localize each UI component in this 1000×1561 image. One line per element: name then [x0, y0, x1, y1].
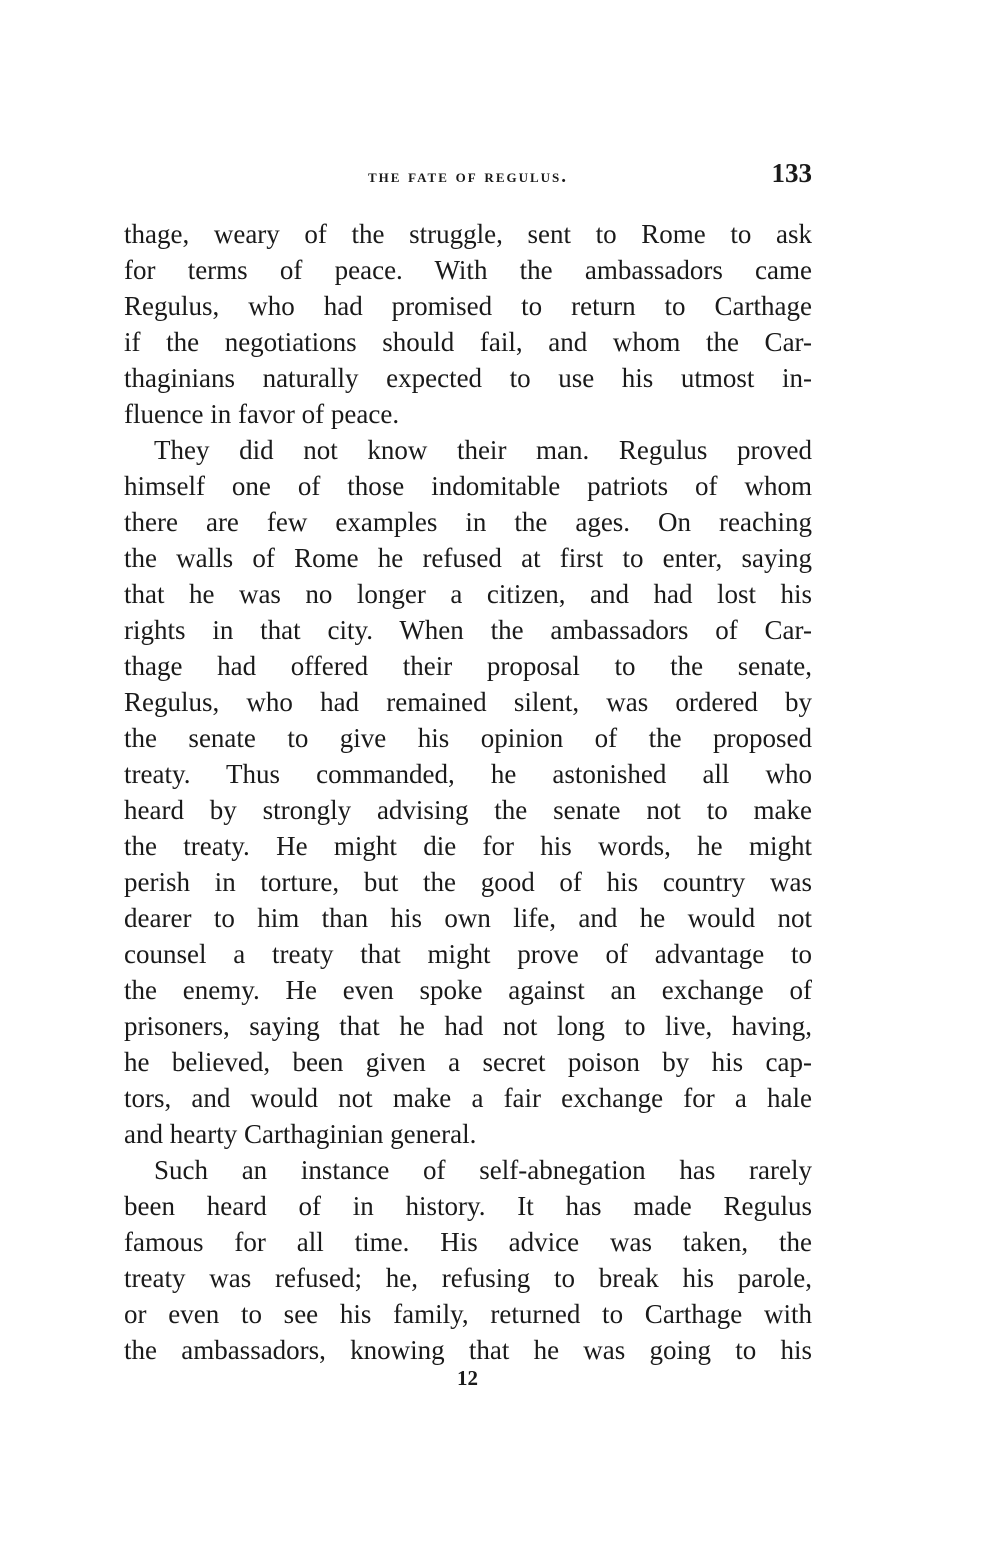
text-line: They did not know their man. Regulus proved — [154, 435, 812, 465]
text-line: the treaty. He might die for his words, he might — [124, 831, 812, 861]
text-line: thage, weary of the struggle, sent to Rome to ask — [124, 219, 812, 249]
text-line: tors, and would not make a fair exchange for a hale — [124, 1083, 812, 1113]
text-line: thaginians naturally expected to use his utmost in- — [124, 363, 812, 393]
text-line: the senate to give his opinion of the proposed — [124, 723, 812, 753]
text-line: fluence in favor of peace. — [124, 399, 400, 429]
text-line: the enemy. He even spoke against an exchange of — [124, 975, 812, 1005]
text-line: treaty. Thus commanded, he astonished all who — [124, 759, 812, 789]
text-line: famous for all time. His advice was taken, the — [124, 1227, 812, 1257]
text-line: the ambassadors, knowing that he was going to his — [124, 1335, 812, 1365]
text-line: dearer to him than his own life, and he would not — [124, 903, 812, 933]
text-line: heard by strongly advising the senate not to make — [124, 795, 812, 825]
signature-mark: 12 — [457, 1366, 478, 1390]
page-number: 133 — [771, 158, 812, 188]
text-line: if the negotiations should fail, and whom the Car- — [124, 327, 812, 357]
text-line: treaty was refused; he, refusing to break his parole, — [124, 1263, 812, 1293]
text-line: Regulus, who had remained silent, was ordered by — [124, 687, 812, 717]
text-line: thage had offered their proposal to the senate, — [124, 651, 812, 681]
text-line: or even to see his family, returned to Carthage with — [124, 1299, 812, 1329]
text-line: the walls of Rome he refused at first to enter, saying — [124, 543, 812, 573]
text-line: Such an instance of self-abnegation has rarely — [154, 1155, 812, 1185]
text-line: counsel a treaty that might prove of advantage to — [124, 939, 812, 969]
text-line: there are few examples in the ages. On reaching — [124, 507, 812, 537]
text-line: himself one of those indomitable patriots of whom — [124, 471, 812, 501]
text-line: rights in that city. When the ambassadors of Car- — [124, 615, 812, 645]
text-line: that he was no longer a citizen, and had lost his — [124, 579, 812, 609]
running-head — [124, 158, 812, 198]
text-line: been heard of in history. It has made Regulus — [124, 1191, 812, 1221]
text-line: he believed, been given a secret poison by his cap- — [124, 1047, 812, 1077]
text-line: Regulus, who had promised to return to Carthage — [124, 291, 812, 321]
text-line: and hearty Carthaginian general. — [124, 1119, 477, 1149]
running-title: the fate of regulus. — [367, 166, 569, 187]
text-line: prisoners, saying that he had not long to live, having, — [124, 1011, 812, 1041]
body-text — [124, 216, 812, 1368]
text-line: for terms of peace. With the ambassadors came — [124, 255, 812, 285]
text-line: perish in torture, but the good of his country was — [124, 867, 812, 897]
